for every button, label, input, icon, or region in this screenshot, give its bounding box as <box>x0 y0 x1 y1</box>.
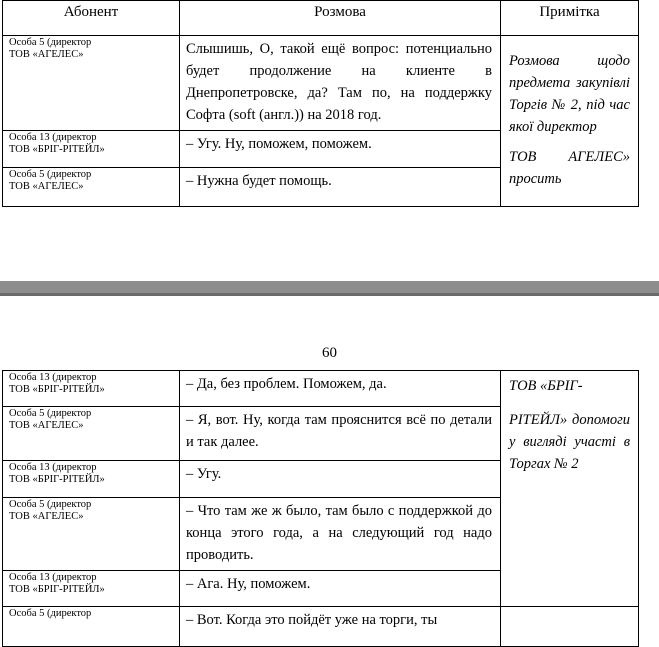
subscriber-cell <box>3 498 180 571</box>
subscriber-name: Особа 13 (директор <box>9 462 97 473</box>
subscriber-name: Особа 5 (директор <box>9 37 92 48</box>
header-note: Примітка <box>501 1 639 36</box>
page-number: 60 <box>322 345 337 361</box>
subscriber-company: ТОВ «АГЕЛЕС» <box>9 49 84 60</box>
subscriber-cell <box>3 371 180 407</box>
subscriber-name: Особа 13 (директор <box>9 372 97 383</box>
header-subscriber: Абонент <box>3 1 180 36</box>
subscriber-name: Особа 13 (директор <box>9 572 97 583</box>
conversation-text: – Угу. Ну, поможем, поможем. <box>180 131 501 168</box>
conversation-table-bottom <box>2 370 639 647</box>
subscriber-name: Особа 5 (директор <box>9 499 92 510</box>
note-text-2: ТОВ АГЕЛЕС» просить <box>509 149 630 187</box>
note-cell-continued <box>501 607 639 647</box>
document-page-bottom <box>0 296 659 628</box>
table-row <box>3 607 639 647</box>
subscriber-cell <box>3 607 180 647</box>
subscriber-name: Особа 5 (директор <box>9 169 92 180</box>
subscriber-cell <box>3 36 180 131</box>
subscriber-company: ТОВ «БРІГ-РІТЕЙЛ» <box>9 144 105 155</box>
note-cell <box>501 371 639 607</box>
table-header-row <box>3 1 639 36</box>
conversation-table-top <box>2 0 639 207</box>
conversation-text: – Да, без проблем. Поможем, да. <box>180 371 501 407</box>
subscriber-company: ТОВ «БРІГ-РІТЕЙЛ» <box>9 584 105 595</box>
conversation-text: – Вот. Когда это пойдёт уже на торги, ты <box>180 607 501 647</box>
subscriber-cell <box>3 131 180 168</box>
conversation-text: – Нужна будет помощь. <box>180 168 501 207</box>
document-page-top <box>0 0 659 281</box>
subscriber-company: ТОВ «АГЕЛЕС» <box>9 181 84 192</box>
subscriber-cell <box>3 571 180 607</box>
conversation-text: – Что там же ж было, там было с поддержкой до конца этого года, а на следующий год надо проводить. <box>180 498 501 571</box>
note-text-1: Розмова щодо предмета закупівлі Торгів № 2, під час якої директор <box>509 53 630 135</box>
subscriber-cell <box>3 461 180 498</box>
conversation-text: – Ага. Ну, поможем. <box>180 571 501 607</box>
header-conversation: Розмова <box>180 1 501 36</box>
subscriber-company: ТОВ «АГЕЛЕС» <box>9 511 84 522</box>
conversation-text: – Угу. <box>180 461 501 498</box>
subscriber-cell <box>3 168 180 207</box>
table-row <box>3 36 639 131</box>
subscriber-company: ТОВ «БРІГ-РІТЕЙЛ» <box>9 474 105 485</box>
table-row <box>3 371 639 407</box>
conversation-text: – Я, вот. Ну, когда там прояснится всё по детали и так далее. <box>180 407 501 461</box>
note-cell <box>501 36 639 207</box>
note-text-1: ТОВ «БРІГ- <box>509 378 583 394</box>
subscriber-company: ТОВ «АГЕЛЕС» <box>9 420 84 431</box>
note-text-2: РІТЕЙЛ» допомоги у вигляді участі в Торгах № 2 <box>509 412 630 472</box>
subscriber-name: Особа 5 (директор <box>9 608 92 619</box>
conversation-text: Слышишь, О, такой ещё вопрос: потенциально будет продолжение на клиенте в Днепропетровске, да? Там по, на поддержку Софта (soft (англ.)) на 2018 год. <box>180 36 501 131</box>
subscriber-name: Особа 5 (директор <box>9 408 92 419</box>
subscriber-cell <box>3 407 180 461</box>
subscriber-name: Особа 13 (директор <box>9 132 97 143</box>
subscriber-company: ТОВ «БРІГ-РІТЕЙЛ» <box>9 384 105 395</box>
